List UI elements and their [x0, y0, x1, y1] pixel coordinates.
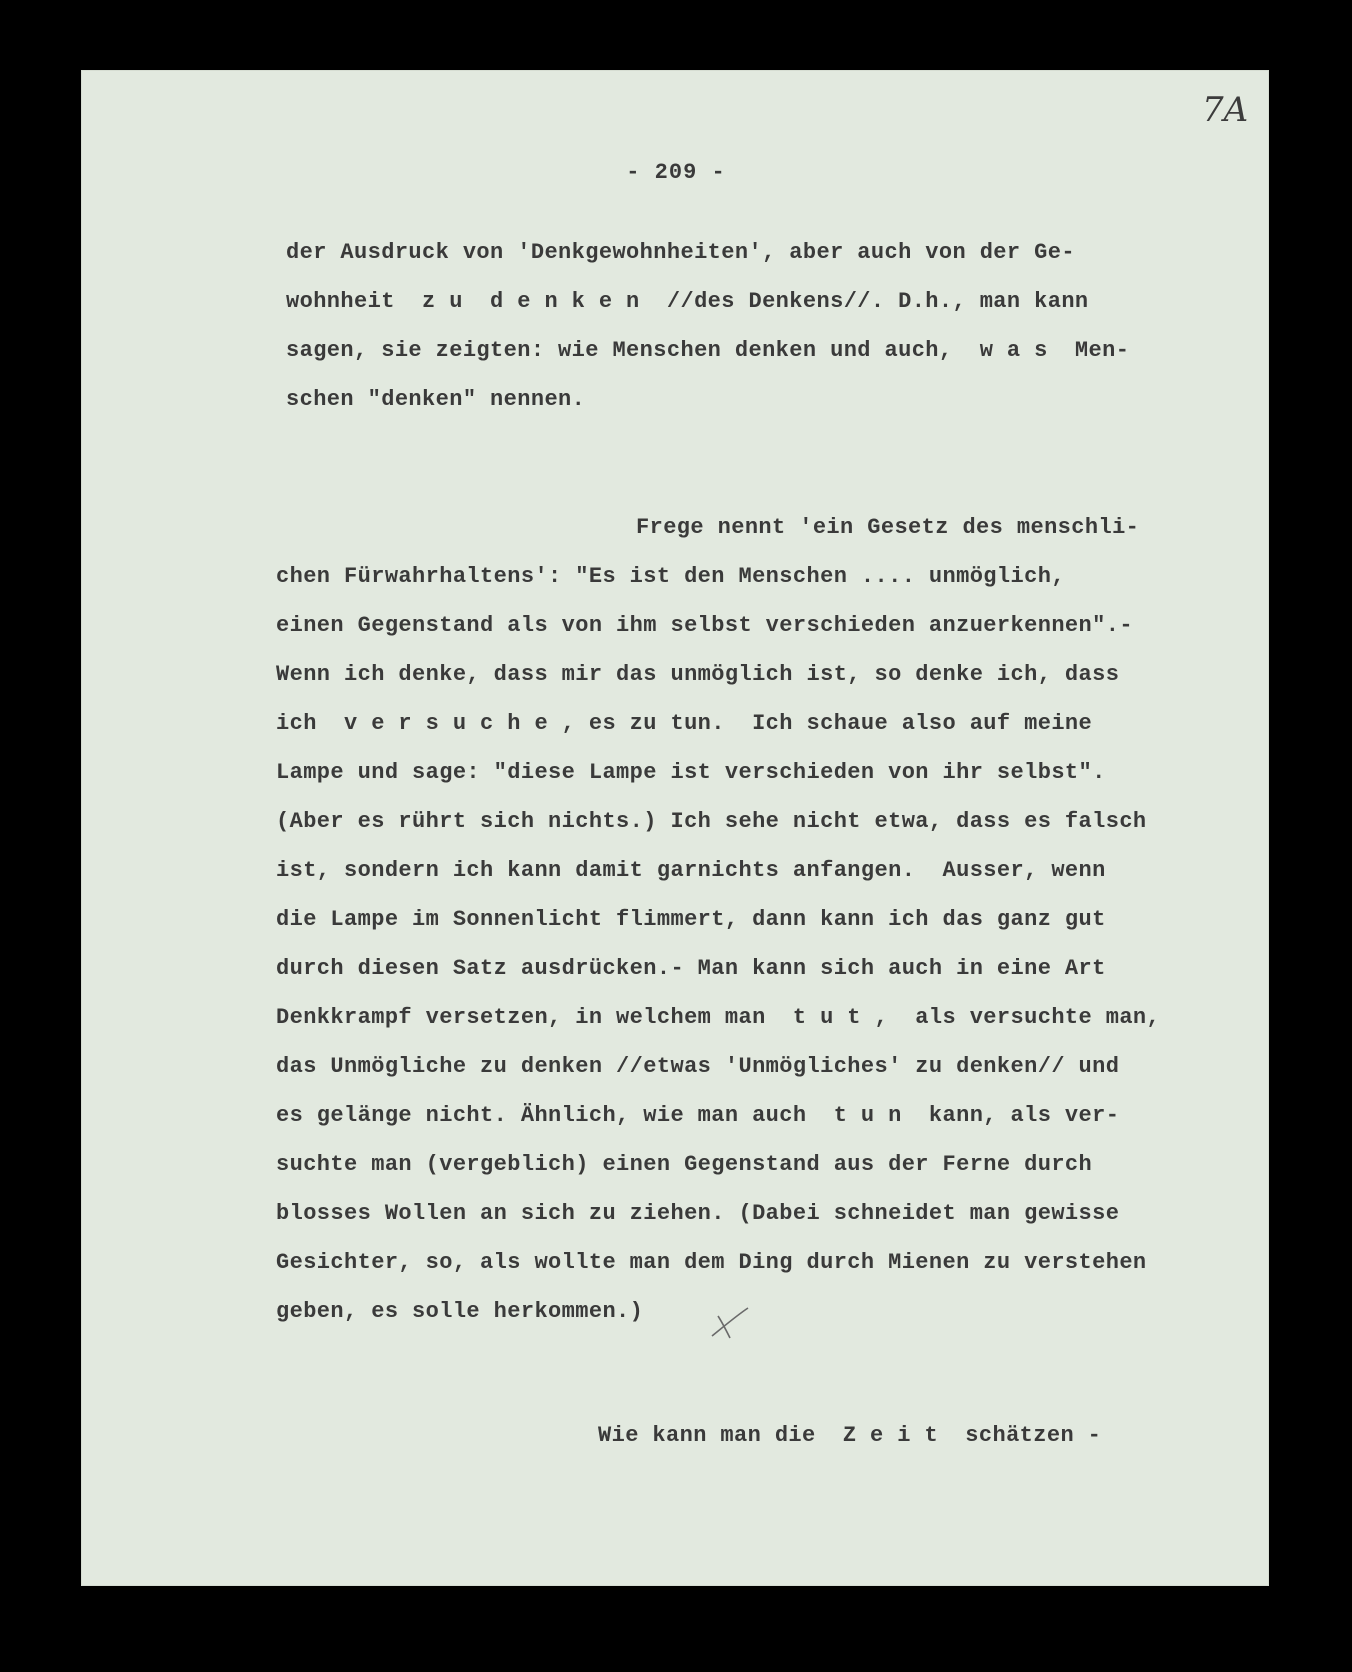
text-line: (Aber es rührt sich nichts.) Ich sehe nicht etwa, dass es falsch	[276, 809, 1147, 834]
text-line: durch diesen Satz ausdrücken.- Man kann sich auch in eine Art	[276, 956, 1106, 981]
page-number: - 209 -	[626, 160, 726, 185]
text-line: chen Fürwahrhaltens': "Es ist den Menschen .... unmöglich,	[276, 564, 1065, 589]
text-line: sagen, sie zeigten: wie Menschen denken und auch, w a s Men-	[286, 338, 1130, 363]
text-line: wohnheit z u d e n k e n //des Denkens//. D.h., man kann	[286, 289, 1089, 314]
text-line: suchte man (vergeblich) einen Gegenstand aus der Ferne durch	[276, 1152, 1093, 1177]
text-line: geben, es solle herkommen.)	[276, 1299, 644, 1324]
text-line: das Unmögliche zu denken //etwas 'Unmögliches' zu denken// und	[276, 1054, 1120, 1079]
text-line: Frege nennt 'ein Gesetz des menschli-	[636, 515, 1140, 540]
text-line: Gesichter, so, als wollte man dem Ding durch Mienen zu verstehen	[276, 1250, 1147, 1275]
text-line: blosses Wollen an sich zu ziehen. (Dabei schneidet man gewisse	[276, 1201, 1120, 1226]
paragraph-1	[286, 228, 1129, 424]
text-line: ist, sondern ich kann damit garnichts anfangen. Ausser, wenn	[276, 858, 1106, 883]
text-line: Lampe und sage: "diese Lampe ist verschieden von ihr selbst".	[276, 760, 1106, 785]
text-line: Wie kann man die Z e i t schätzen -	[598, 1423, 1102, 1448]
text-line: es gelänge nicht. Ähnlich, wie man auch t u n kann, als ver-	[276, 1103, 1120, 1128]
handwritten-cross-mark	[708, 1306, 752, 1340]
text-line: ich v e r s u c h e , es zu tun. Ich schaue also auf meine	[276, 711, 1093, 736]
folio-number: 7A	[1202, 90, 1249, 130]
paragraph-2	[276, 503, 1160, 1336]
text-line: schen "denken" nennen.	[286, 387, 586, 412]
text-line: die Lampe im Sonnenlicht flimmert, dann kann ich das ganz gut	[276, 907, 1106, 932]
text-line: der Ausdruck von 'Denkgewohnheiten', aber auch von der Ge-	[286, 240, 1075, 265]
text-line: Denkkrampf versetzen, in welchem man t u t , als versuchte man,	[276, 1005, 1161, 1030]
paragraph-3	[598, 1411, 1101, 1460]
text-line: einen Gegenstand als von ihm selbst verschieden anzuerkennen".-	[276, 613, 1133, 638]
text-line: Wenn ich denke, dass mir das unmöglich ist, so denke ich, dass	[276, 662, 1120, 687]
